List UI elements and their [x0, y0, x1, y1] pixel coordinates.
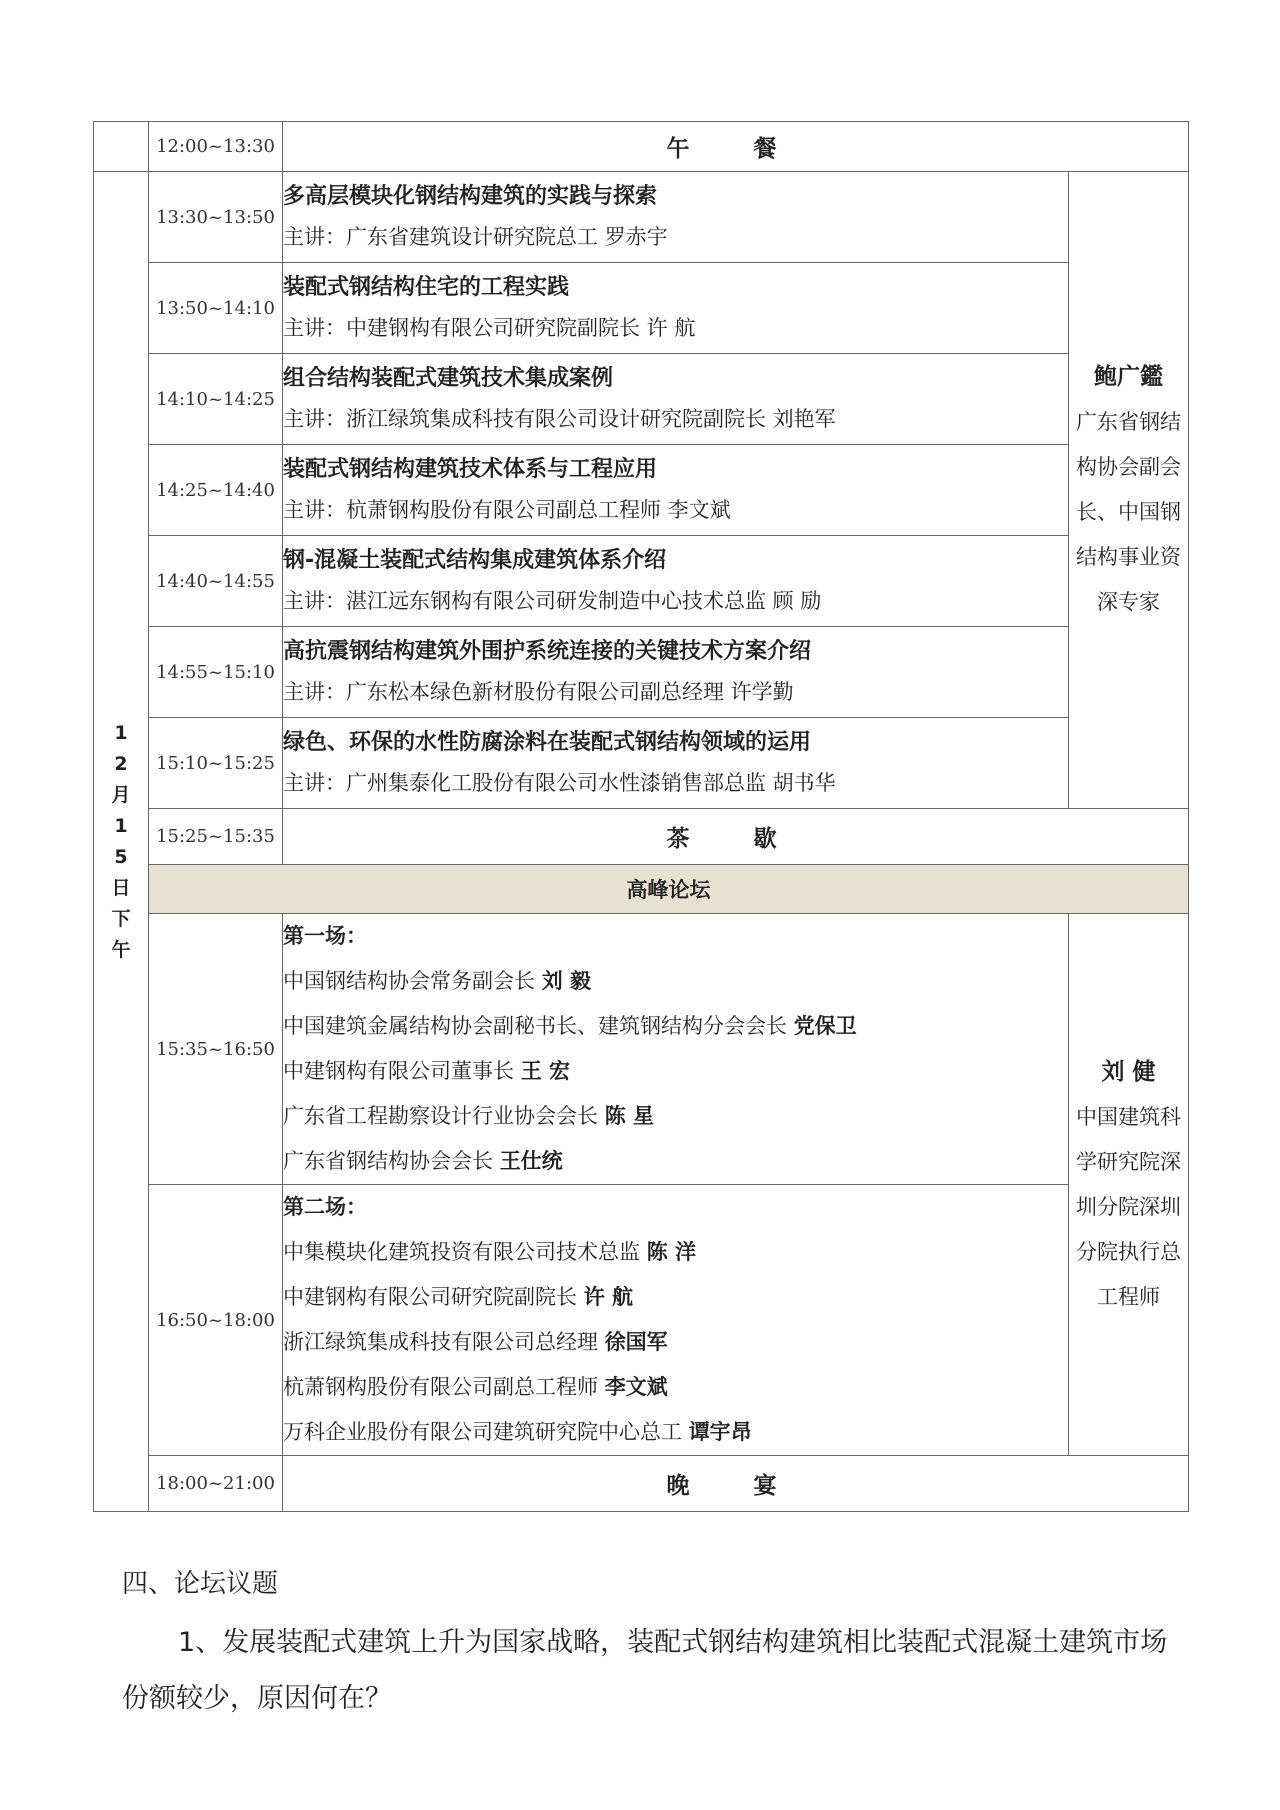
- talk-speaker: 主讲：广州集泰化工股份有限公司水性漆销售部总监 胡书华: [283, 771, 836, 795]
- talk-cell: [283, 627, 1069, 718]
- talk-title: 钢-混凝土装配式结构集成建筑体系介绍: [283, 548, 667, 573]
- session1-time: 15:35~16:50: [149, 914, 283, 1185]
- chair-title: 广东省钢结构协会副会长、中国钢结构事业资深专家: [1076, 410, 1181, 614]
- talk-speaker: 主讲：广东松本绿色新材股份有限公司副总经理 许学勤: [283, 680, 794, 704]
- date-label: 12月15日下午: [94, 172, 149, 1512]
- talk-speaker: 主讲：湛江远东钢构有限公司研发制造中心技术总监 顾 励: [283, 589, 822, 613]
- talk-cell: [283, 718, 1069, 809]
- panelist-name: 谭宇昂: [688, 1420, 752, 1444]
- talk-title: 绿色、环保的水性防腐涂料在装配式钢结构领域的运用: [283, 730, 812, 755]
- panelist-line: 广东省钢结构协会会长 王仕统: [283, 1149, 563, 1173]
- talk-row: [94, 445, 1189, 536]
- talk-time: 14:40~14:55: [149, 536, 283, 627]
- panelist-line: 杭萧钢构股份有限公司副总工程师 李文斌: [283, 1375, 668, 1399]
- talk-speaker: 主讲：广东省建筑设计研究院总工 罗赤宇: [283, 225, 668, 249]
- tea-time: 15:25~15:35: [149, 809, 283, 865]
- chair-cell-1: [1069, 172, 1189, 809]
- talk-row: [94, 627, 1189, 718]
- chair-name: 刘 健: [1101, 1058, 1156, 1085]
- tea-label: 茶 歇: [283, 809, 1189, 865]
- talk-time: 14:25~14:40: [149, 445, 283, 536]
- panelist-line: 浙江绿筑集成科技有限公司总经理 徐国军: [283, 1330, 668, 1354]
- chair-cell-2: [1069, 914, 1189, 1456]
- session-row: [94, 914, 1189, 1185]
- panelist-name: 王仕统: [499, 1149, 563, 1173]
- talk-time: 13:30~13:50: [149, 172, 283, 263]
- talk-title: 高抗震钢结构建筑外围护系统连接的关键技术方案介绍: [283, 639, 812, 664]
- talk-title: 装配式钢结构住宅的工程实践: [283, 275, 570, 300]
- talk-row: [94, 172, 1189, 263]
- panelist-name: 许 航: [583, 1285, 633, 1309]
- panelist-name: 党保卫: [793, 1014, 857, 1038]
- session-row: [94, 1185, 1189, 1456]
- schedule-table: [93, 121, 1189, 1512]
- talk-cell: [283, 445, 1069, 536]
- blank-date-cell: [94, 122, 149, 172]
- session1-heading: 第一场：: [283, 924, 367, 948]
- talk-title: 多高层模块化钢结构建筑的实践与探索: [283, 184, 658, 209]
- panelist-line: 中国钢结构协会常务副会长 刘 毅: [283, 969, 591, 993]
- talk-time: 15:10~15:25: [149, 718, 283, 809]
- panelist-name: 刘 毅: [541, 969, 591, 993]
- lunch-label: 午 餐: [283, 122, 1189, 172]
- talk-cell: [283, 536, 1069, 627]
- dinner-time: 18:00~21:00: [149, 1456, 283, 1512]
- talk-time: 14:10~14:25: [149, 354, 283, 445]
- panelist-line: 中国建筑金属结构协会副秘书长、建筑钢结构分会会长 党保卫: [283, 1014, 857, 1038]
- panelist-name: 李文斌: [604, 1375, 668, 1399]
- panelist-name: 王 宏: [520, 1059, 570, 1083]
- dinner-row: [94, 1456, 1189, 1512]
- section-heading: 四、论坛议题: [122, 1569, 279, 1599]
- panelist-line: 广东省工程勘察设计行业协会会长 陈 星: [283, 1104, 654, 1128]
- tea-row: [94, 809, 1189, 865]
- section-paragraph: 1、发展装配式建筑上升为国家战略，装配式钢结构建筑相比装配式混凝土建筑市场份额较少，原因何在？: [122, 1627, 1168, 1714]
- panelist-name: 陈 星: [604, 1104, 654, 1128]
- session2-heading: 第二场：: [283, 1195, 367, 1219]
- talk-speaker: 主讲：杭萧钢构股份有限公司副总工程师 李文斌: [283, 498, 731, 522]
- panelist-name: 陈 洋: [646, 1240, 696, 1264]
- talk-title: 组合结构装配式建筑技术集成案例: [283, 366, 614, 391]
- talk-time: 13:50~14:10: [149, 263, 283, 354]
- lunch-time: 12:00~13:30: [149, 122, 283, 172]
- talk-cell: [283, 172, 1069, 263]
- talk-speaker: 主讲：浙江绿筑集成科技有限公司设计研究院副院长 刘艳军: [283, 407, 836, 431]
- session2-time: 16:50~18:00: [149, 1185, 283, 1456]
- chair-title: 中国建筑科学研究院深圳分院深圳分院执行总工程师: [1076, 1104, 1181, 1309]
- talk-row: [94, 718, 1189, 809]
- dinner-label: 晚 宴: [283, 1456, 1189, 1512]
- talk-cell: [283, 354, 1069, 445]
- session1-cell: [283, 914, 1069, 1185]
- forum-band: 高峰论坛: [149, 865, 1189, 914]
- talk-row: [94, 536, 1189, 627]
- panelist-line: 中集模块化建筑投资有限公司技术总监 陈 洋: [283, 1240, 696, 1264]
- talk-row: [94, 263, 1189, 354]
- talk-speaker: 主讲：中建钢构有限公司研究院副院长 许 航: [283, 316, 696, 340]
- talk-time: 14:55~15:10: [149, 627, 283, 718]
- panelist-line: 万科企业股份有限公司建筑研究院中心总工 谭宇昂: [283, 1420, 752, 1444]
- session2-cell: [283, 1185, 1069, 1456]
- panelist-line: 中建钢构有限公司研究院副院长 许 航: [283, 1285, 633, 1309]
- forum-band-row: [94, 865, 1189, 914]
- talk-row: [94, 354, 1189, 445]
- lunch-row: [94, 122, 1189, 172]
- panelist-line: 中建钢构有限公司董事长 王 宏: [283, 1059, 570, 1083]
- talk-cell: [283, 263, 1069, 354]
- talk-title: 装配式钢结构建筑技术体系与工程应用: [283, 457, 658, 482]
- panelist-name: 徐国军: [604, 1330, 668, 1354]
- chair-name: 鲍广鑑: [1094, 364, 1163, 390]
